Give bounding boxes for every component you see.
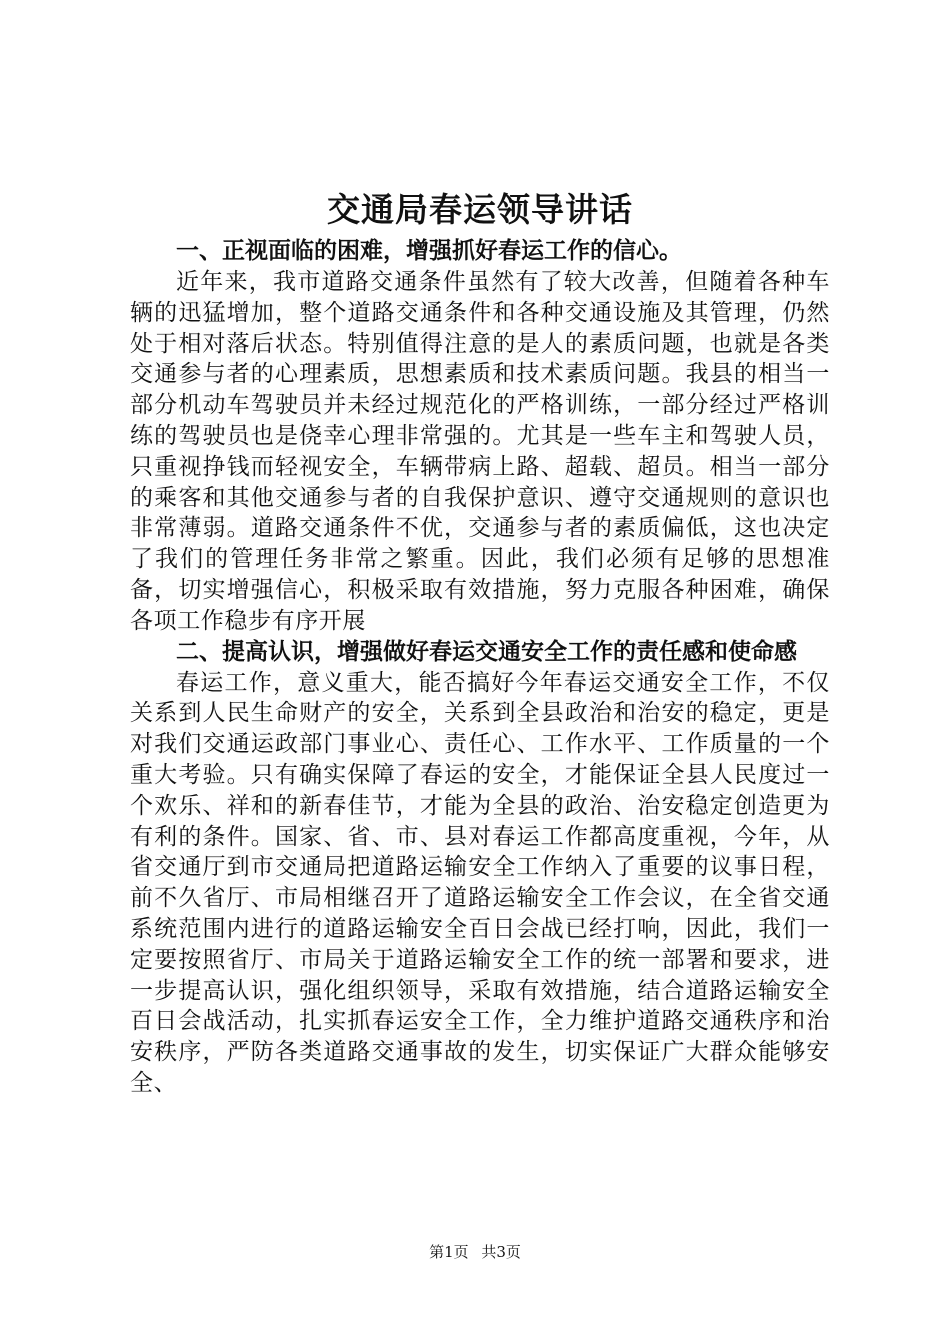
section-heading: 二、提高认识，增强做好春运交通安全工作的责任感和使命感 <box>176 638 797 665</box>
section-1 <box>130 236 830 637</box>
document-title: 交通局春运领导讲话 <box>327 190 633 229</box>
page-footer <box>0 1242 950 1262</box>
section-paragraph: 春运工作，意义重大，能否搞好今年春运交通安全工作，不仅关系到人民生命财产的安全，关系到全县政治和治安的稳定，更是对我们交通运政部门事业心、责任心、工作水平、工作质量的一个重大考验。只有确实保障了春运的安全，才能保证全县人民度过一个欢乐、祥和的新春佳节，才能为全县的政治、治安稳定创造更为有利的条件。国家、省、市、县对春运工作都高度重视，今年，从省交通厅到市交通局把道路运输安全工作纳入了重要的议事日程，前不久省厅、市局相继召开了道路运输安全工作会议，在全省交通系统范围内进行的道路运输安全百日会战已经打响，因此，我们一定要按照省厅、市局关于道路运输安全工作的统一部署和要求，进一步提高认识，强化组织领导，采取有效措施，结合道路运输安全百日会战活动，扎实抓春运安全工作，全力维护道路交通秩序和治安秩序，严防各类道路交通事故的发生，切实保证广大群众能够安全、 <box>130 669 830 1096</box>
section-2 <box>130 637 830 1099</box>
page-number: 第1页 <box>429 1243 469 1261</box>
section-paragraph: 近年来，我市道路交通条件虽然有了较大改善，但随着各种车辆的迅猛增加，整个道路交通条件和各种交通设施及其管理，仍然处于相对落后状态。特别值得注意的是人的素质问题，也就是各类交通参与者的心理素质，思想素质和技术素质问题。我县的相当一部分机动车驾驶员并未经过规范化的严格训练，一部分经过严格训练的驾驶员也是侥幸心理非常强的。尤其是一些车主和驾驶人员，只重视挣钱而轻视安全，车辆带病上路、超载、超员。相当一部分的乘客和其他交通参与者的自我保护意识、遵守交通规则的意识也非常薄弱。道路交通条件不优，交通参与者的素质偏低，这也决定了我们的管理任务非常之繁重。因此，我们必须有足够的思想准备，切实增强信心，积极采取有效措施，努力克服各种困难，确保各项工作稳步有序开展 <box>130 269 830 634</box>
page-total: 共3页 <box>481 1243 521 1261</box>
document-page <box>130 186 830 1099</box>
section-heading: 一、正视面临的困难，增强抓好春运工作的信心。 <box>176 238 682 264</box>
